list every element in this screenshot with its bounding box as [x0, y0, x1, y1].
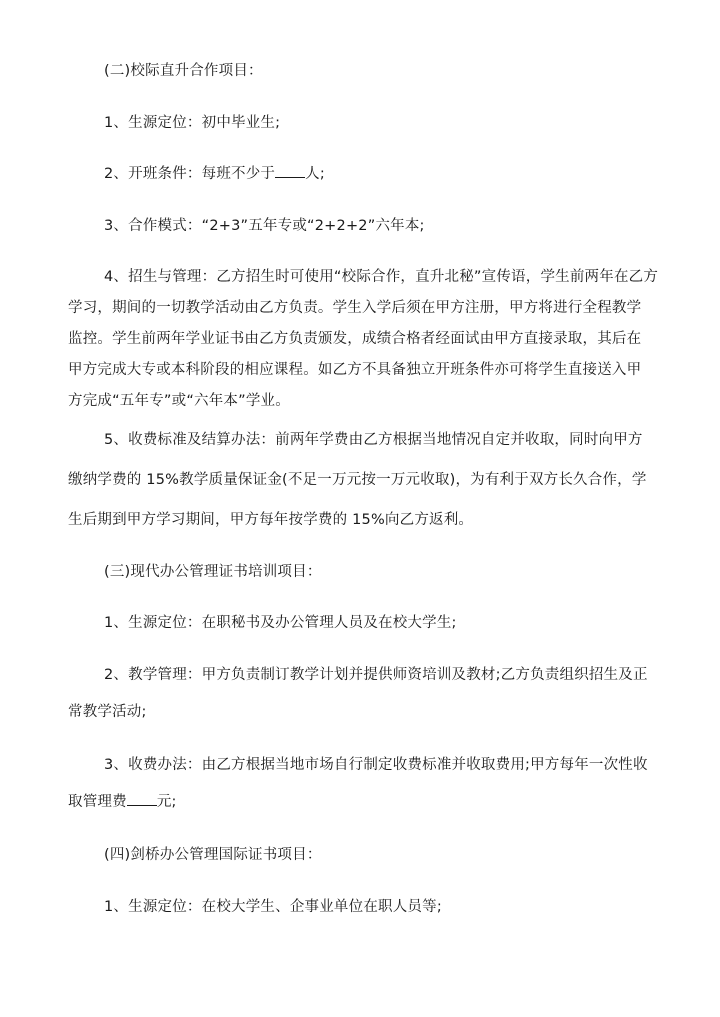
section-3-title: (三)现代办公管理证书培训项目： [104, 564, 322, 580]
s4-item-1: 1、生源定位：在校大学生、企事业单位在职人员等; [104, 899, 442, 915]
s3-item-2-line: 2、教学管理：甲方负责制订教学计划并提供师资培训及教材;乙方负责组织招生及正 [104, 667, 648, 683]
blank-line [275, 163, 305, 178]
s3-item-2 [68, 660, 652, 734]
s3-item-3-line: 3、收费办法：由乙方根据当地市场自行制定收费标准并收取费用;甲方每年一次性收 [104, 757, 648, 773]
s2-item-2-text: 2、开班条件：每班不少于 [104, 166, 276, 182]
s2-item-2-suffix: 人; [305, 166, 325, 182]
s3-item-3-text: 取管理费 [68, 794, 127, 810]
s3-item-2-line: 常教学活动; [68, 704, 147, 720]
s2-item-4 [68, 262, 659, 417]
s2-item-2 [104, 159, 644, 190]
s3-item-1: 1、生源定位：在职秘书及办公管理人员及在校大学生; [104, 615, 457, 631]
s2-item-5 [68, 425, 652, 536]
s3-item-3-line [68, 781, 652, 824]
s2-item-4-line: 监控。学生前两年学业证书由乙方负责颁发，成绩合格者经面试由甲方直接录取，其后在 [68, 331, 642, 347]
section-2-title: (二)校际直升合作项目： [104, 63, 263, 79]
s2-item-4-line: 甲方完成大专或本科阶段的相应课程。如乙方不具备独立开班条件亦可将学生直接送入甲 [68, 362, 642, 378]
s2-item-5-line: 生后期到甲方学习期间，甲方每年按学费的 15%向乙方返利。 [68, 512, 474, 528]
s3-item-3 [68, 750, 652, 824]
s2-item-4-line: 学习，期间的一切教学活动由乙方负责。学生入学后须在甲方注册，甲方将进行全程教学 [68, 300, 642, 316]
s2-item-4-line: 方完成“五年专”或“六年本”学业。 [68, 393, 290, 409]
s2-item-4-line: 4、招生与管理：乙方招生时可使用“校际合作，直升北秘”宣传语，学生前两年在乙方 [104, 269, 659, 285]
blank-line [127, 791, 157, 806]
section-4-title: (四)剑桥办公管理国际证书项目： [104, 847, 322, 863]
s2-item-5-line: 5、收费标准及结算办法：前两年学费由乙方根据当地情况自定并收取，同时向甲方 [104, 432, 643, 448]
s2-item-5-line: 缴纳学费的 15%教学质量保证金(不足一万元按一万元收取)，为有利于双方长久合作，学 [68, 472, 647, 488]
s2-item-3: 3、合作模式：“2+3”五年专或“2+2+2”六年本; [104, 218, 425, 234]
s3-item-3-suffix: 元; [156, 794, 177, 810]
s2-item-1: 1、生源定位：初中毕业生; [104, 115, 281, 131]
